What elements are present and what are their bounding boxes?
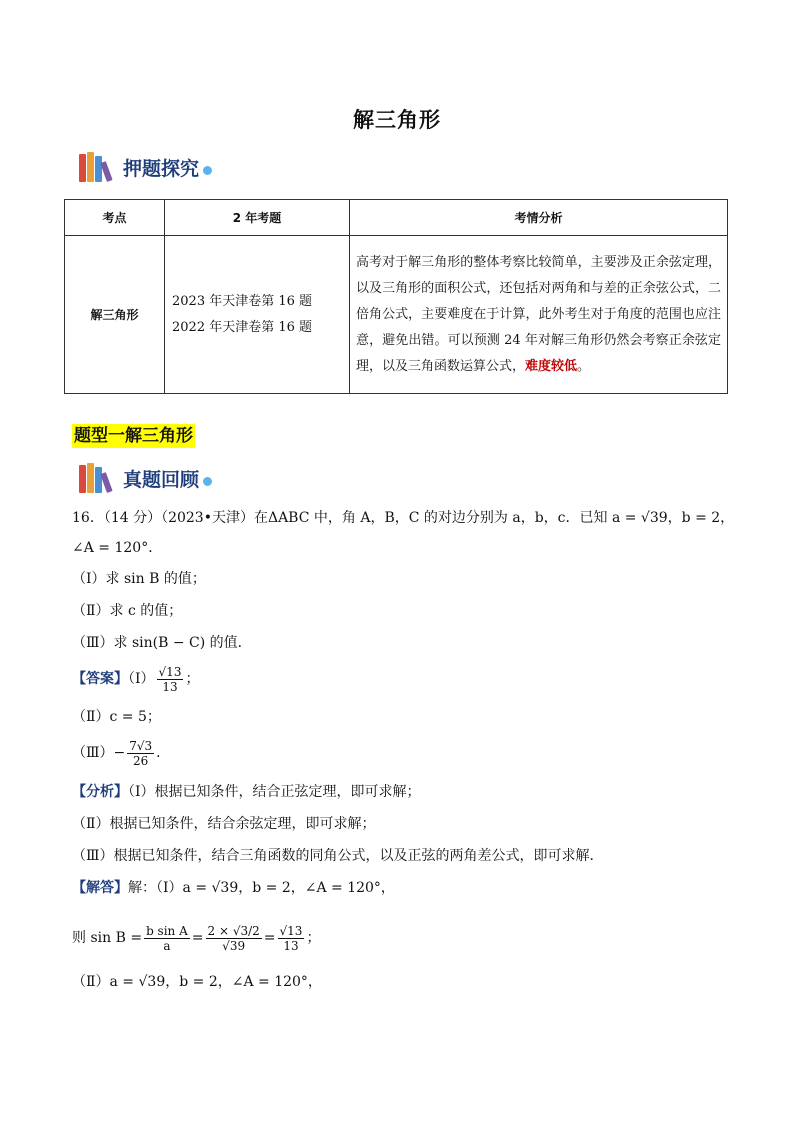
section-heading-review <box>77 461 212 495</box>
year-item: 2022 年天津卷第 16 题 <box>172 319 313 335</box>
analysis-line-1 <box>72 782 421 802</box>
books-icon <box>77 461 121 495</box>
solution-line-2: 则 sin B = $\frac{\text{b sin A}}{a}$ = $\frac{2 \times √3/2}{√39}$ = $\frac{√13}{13}$ ； <box>72 923 321 953</box>
analysis-tag: 【分析】 <box>72 784 128 800</box>
fraction-denominator: a <box>163 938 171 953</box>
answer-3-fraction <box>127 739 154 768</box>
answer-1-suffix: ； <box>185 671 200 687</box>
page-title: 解三角形 <box>353 108 441 132</box>
solution-tag: 【解答】 <box>72 880 128 896</box>
cell-topic: 解三角形 <box>65 236 165 394</box>
answer-line-3 <box>72 735 170 771</box>
answer-3-suffix: ． <box>156 745 171 761</box>
solution-text-1: 解：（Ⅰ）a = √39，b = 2，∠A = 120°， <box>128 880 395 896</box>
answer-1-fraction <box>157 665 184 694</box>
solution-2-prefix: 则 sin B = <box>72 930 143 946</box>
header-years: 2 年考题 <box>165 200 350 236</box>
solution-line-3: （Ⅱ）a = √39，b = 2，∠A = 120°， <box>72 974 322 990</box>
fraction-numerator: 7√3 <box>129 738 153 753</box>
section-label: 真题回顾 <box>123 468 200 491</box>
analysis-end: 。 <box>577 358 591 374</box>
solution-fraction-1 <box>144 924 190 953</box>
difficulty-text: 难度较低 <box>525 358 578 374</box>
header-analysis: 考情分析 <box>350 200 728 236</box>
table-row <box>65 236 728 394</box>
analysis-text-1: （Ⅰ）根据已知条件，结合正弦定理，即可求解； <box>128 784 421 800</box>
answer-1-prefix: （Ⅰ） <box>128 671 155 687</box>
fraction-numerator: 2 × √3/2 <box>207 923 260 938</box>
question-3: （Ⅲ）求 sin(B − C) 的值． <box>72 635 252 651</box>
exam-analysis-table <box>64 199 728 394</box>
fraction-denominator: 13 <box>283 938 299 953</box>
fraction-denominator: 13 <box>162 679 178 694</box>
question-2: （Ⅱ）求 c 的值； <box>72 603 183 619</box>
analysis-line-3: （Ⅲ）根据已知条件，结合三角函数的同角公式，以及正弦的两角差公式，即可求解． <box>72 848 604 864</box>
question-1: （Ⅰ）求 sin B 的值； <box>72 571 206 587</box>
bullet-dot-icon <box>203 477 212 486</box>
books-icon <box>77 150 121 184</box>
answer-line-2: （Ⅱ）c = 5； <box>72 709 161 725</box>
solution-fraction-2 <box>206 924 262 953</box>
fraction-numerator: b sin A <box>146 923 188 938</box>
year-item: 2023 年天津卷第 16 题 <box>172 293 313 309</box>
section-label: 押题探究 <box>123 157 200 180</box>
solution-line-1 <box>72 878 395 898</box>
analysis-line-2: （Ⅱ）根据已知条件，结合余弦定理，即可求解； <box>72 816 376 832</box>
section-heading-explore <box>77 150 212 184</box>
solution-2-suffix: ； <box>306 930 321 946</box>
table-header-row <box>65 200 728 236</box>
question-type-heading: 题型一解三角形 <box>74 426 193 446</box>
answer-tag: 【答案】 <box>72 671 128 687</box>
answer-3-prefix: （Ⅲ）− <box>72 745 126 761</box>
cell-analysis <box>350 236 728 394</box>
fraction-numerator: √13 <box>279 923 303 938</box>
fraction-denominator: √39 <box>222 938 246 953</box>
fraction-denominator: 26 <box>133 753 149 768</box>
problem-intro: 16．（14 分）（2023•天津）在ΔABC 中，角 A，B，C 的对边分别为 a，b，c．已知 a = √39，b = 2， <box>72 510 735 526</box>
analysis-text: 高考对于解三角形的整体考察比较简单，主要涉及正余弦定理，以及三角形的面积公式，还包括对两角和与差的正余弦公式，二倍角公式，主要难度在于计算，此外考生对于角度的范围也应注意，避免出错。可以预测 24 年对解三角形仍然会考察正余弦定理，以及三角函数运算公式， <box>356 254 721 374</box>
fraction-numerator: √13 <box>158 664 182 679</box>
cell-years <box>165 236 350 394</box>
solution-fraction-3 <box>278 924 305 953</box>
answer-line-1 <box>72 662 199 696</box>
header-topic: 考点 <box>65 200 165 236</box>
problem-angle: ∠A = 120°． <box>72 540 163 556</box>
bullet-dot-icon <box>203 166 212 175</box>
